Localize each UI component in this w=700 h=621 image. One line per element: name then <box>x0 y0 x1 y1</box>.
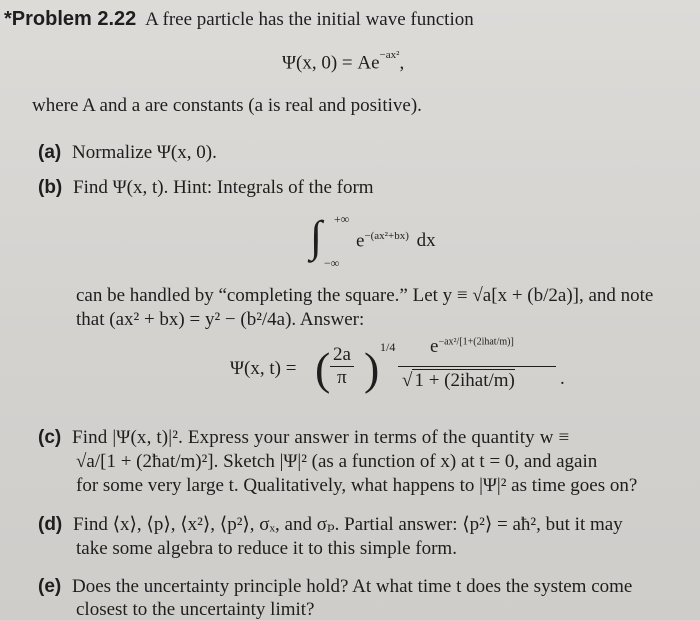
integrand <box>356 230 436 252</box>
part-c-line2: √a/[1 + (2ħat/m)²]. Sketch |Ψ|² (as a function of x) at t = 0, and again <box>76 451 598 472</box>
part-d-label: (d) <box>38 514 63 535</box>
answer-power: 1/4 <box>380 340 396 354</box>
initial-wave-function <box>282 49 405 74</box>
answer-fraction-bar <box>398 366 556 367</box>
answer-denominator-text: 1 + (2ihat/m) <box>414 370 515 391</box>
integral-upper-limit: +∞ <box>334 212 350 226</box>
part-a <box>38 141 217 164</box>
part-b-label: (b) <box>38 177 63 198</box>
integrand-dx: dx <box>416 230 436 252</box>
integral-expression <box>310 212 490 272</box>
initial-eq-exponent: −ax² <box>379 49 400 61</box>
answer-exp-base: e <box>430 336 439 357</box>
sqrt-sign: √ <box>402 370 413 391</box>
answer-exp-term <box>430 336 514 358</box>
integral-sign: ∫ <box>310 212 323 261</box>
part-d <box>38 513 623 536</box>
answer-frac-num: 2a <box>330 344 354 367</box>
initial-eq-lhs: Ψ(x, 0) = Ae <box>282 52 380 74</box>
part-a-text: Normalize Ψ(x, 0). <box>71 142 217 163</box>
integral-lower-limit: −∞ <box>324 256 340 270</box>
part-d-line1: Find ⟨x⟩, ⟨p⟩, ⟨x²⟩, ⟨p²⟩, σₓ, and σₚ. Partial answer: ⟨p²⟩ = aħ², but it may <box>73 514 623 535</box>
answer-lhs: Ψ(x, t) = <box>230 358 297 379</box>
right-paren: ) <box>364 343 380 394</box>
part-a-label: (a) <box>38 142 62 163</box>
left-paren: ( <box>315 343 331 394</box>
part-c-label: (c) <box>38 427 62 448</box>
integrand-base: e <box>356 230 365 252</box>
part-b-line2: can be handled by “completing the square.” Let y ≡ √a[x + (b/2a)], and note <box>76 285 654 306</box>
initial-eq-end: , <box>399 52 405 74</box>
part-b-line3: that (ax² + bx) = y² − (b²/4a). Answer: <box>76 309 365 330</box>
integrand-exponent: −(ax²+bx) <box>364 230 409 242</box>
part-b-text: Find Ψ(x, t). Hint: Integrals of the form <box>73 177 374 198</box>
answer-frac-den: π <box>337 367 347 388</box>
answer-denominator <box>402 370 515 392</box>
part-e-line1: Does the uncertainty principle hold? At what time t does the system come <box>71 576 633 597</box>
problem-intro: A free particle has the initial wave function <box>145 9 474 30</box>
problem-header <box>4 8 474 31</box>
part-c <box>38 426 569 449</box>
part-e-line2: closest to the uncertainty limit? <box>76 599 315 620</box>
part-b <box>38 176 374 199</box>
answer-exp-sup: −ax²/[1+(2ihat/m)] <box>438 336 514 348</box>
problem-star: * <box>4 8 12 30</box>
answer-equation <box>230 336 590 406</box>
part-e-label: (e) <box>38 576 62 597</box>
constants-note: where A and a are constants (a is real and positive). <box>32 95 422 116</box>
part-e <box>38 575 632 598</box>
part-d-line2: take some algebra to reduce it to this simple form. <box>76 538 457 559</box>
part-c-line3: for some very large t. Qualitatively, what happens to |Ψ|² as time goes on? <box>76 475 638 496</box>
part-c-line1: Find |Ψ(x, t)|². Express your answer in terms of the quantity w ≡ <box>71 427 570 448</box>
problem-title: Problem 2.22 <box>11 8 137 30</box>
answer-fraction <box>330 344 354 389</box>
answer-end: . <box>560 368 565 389</box>
